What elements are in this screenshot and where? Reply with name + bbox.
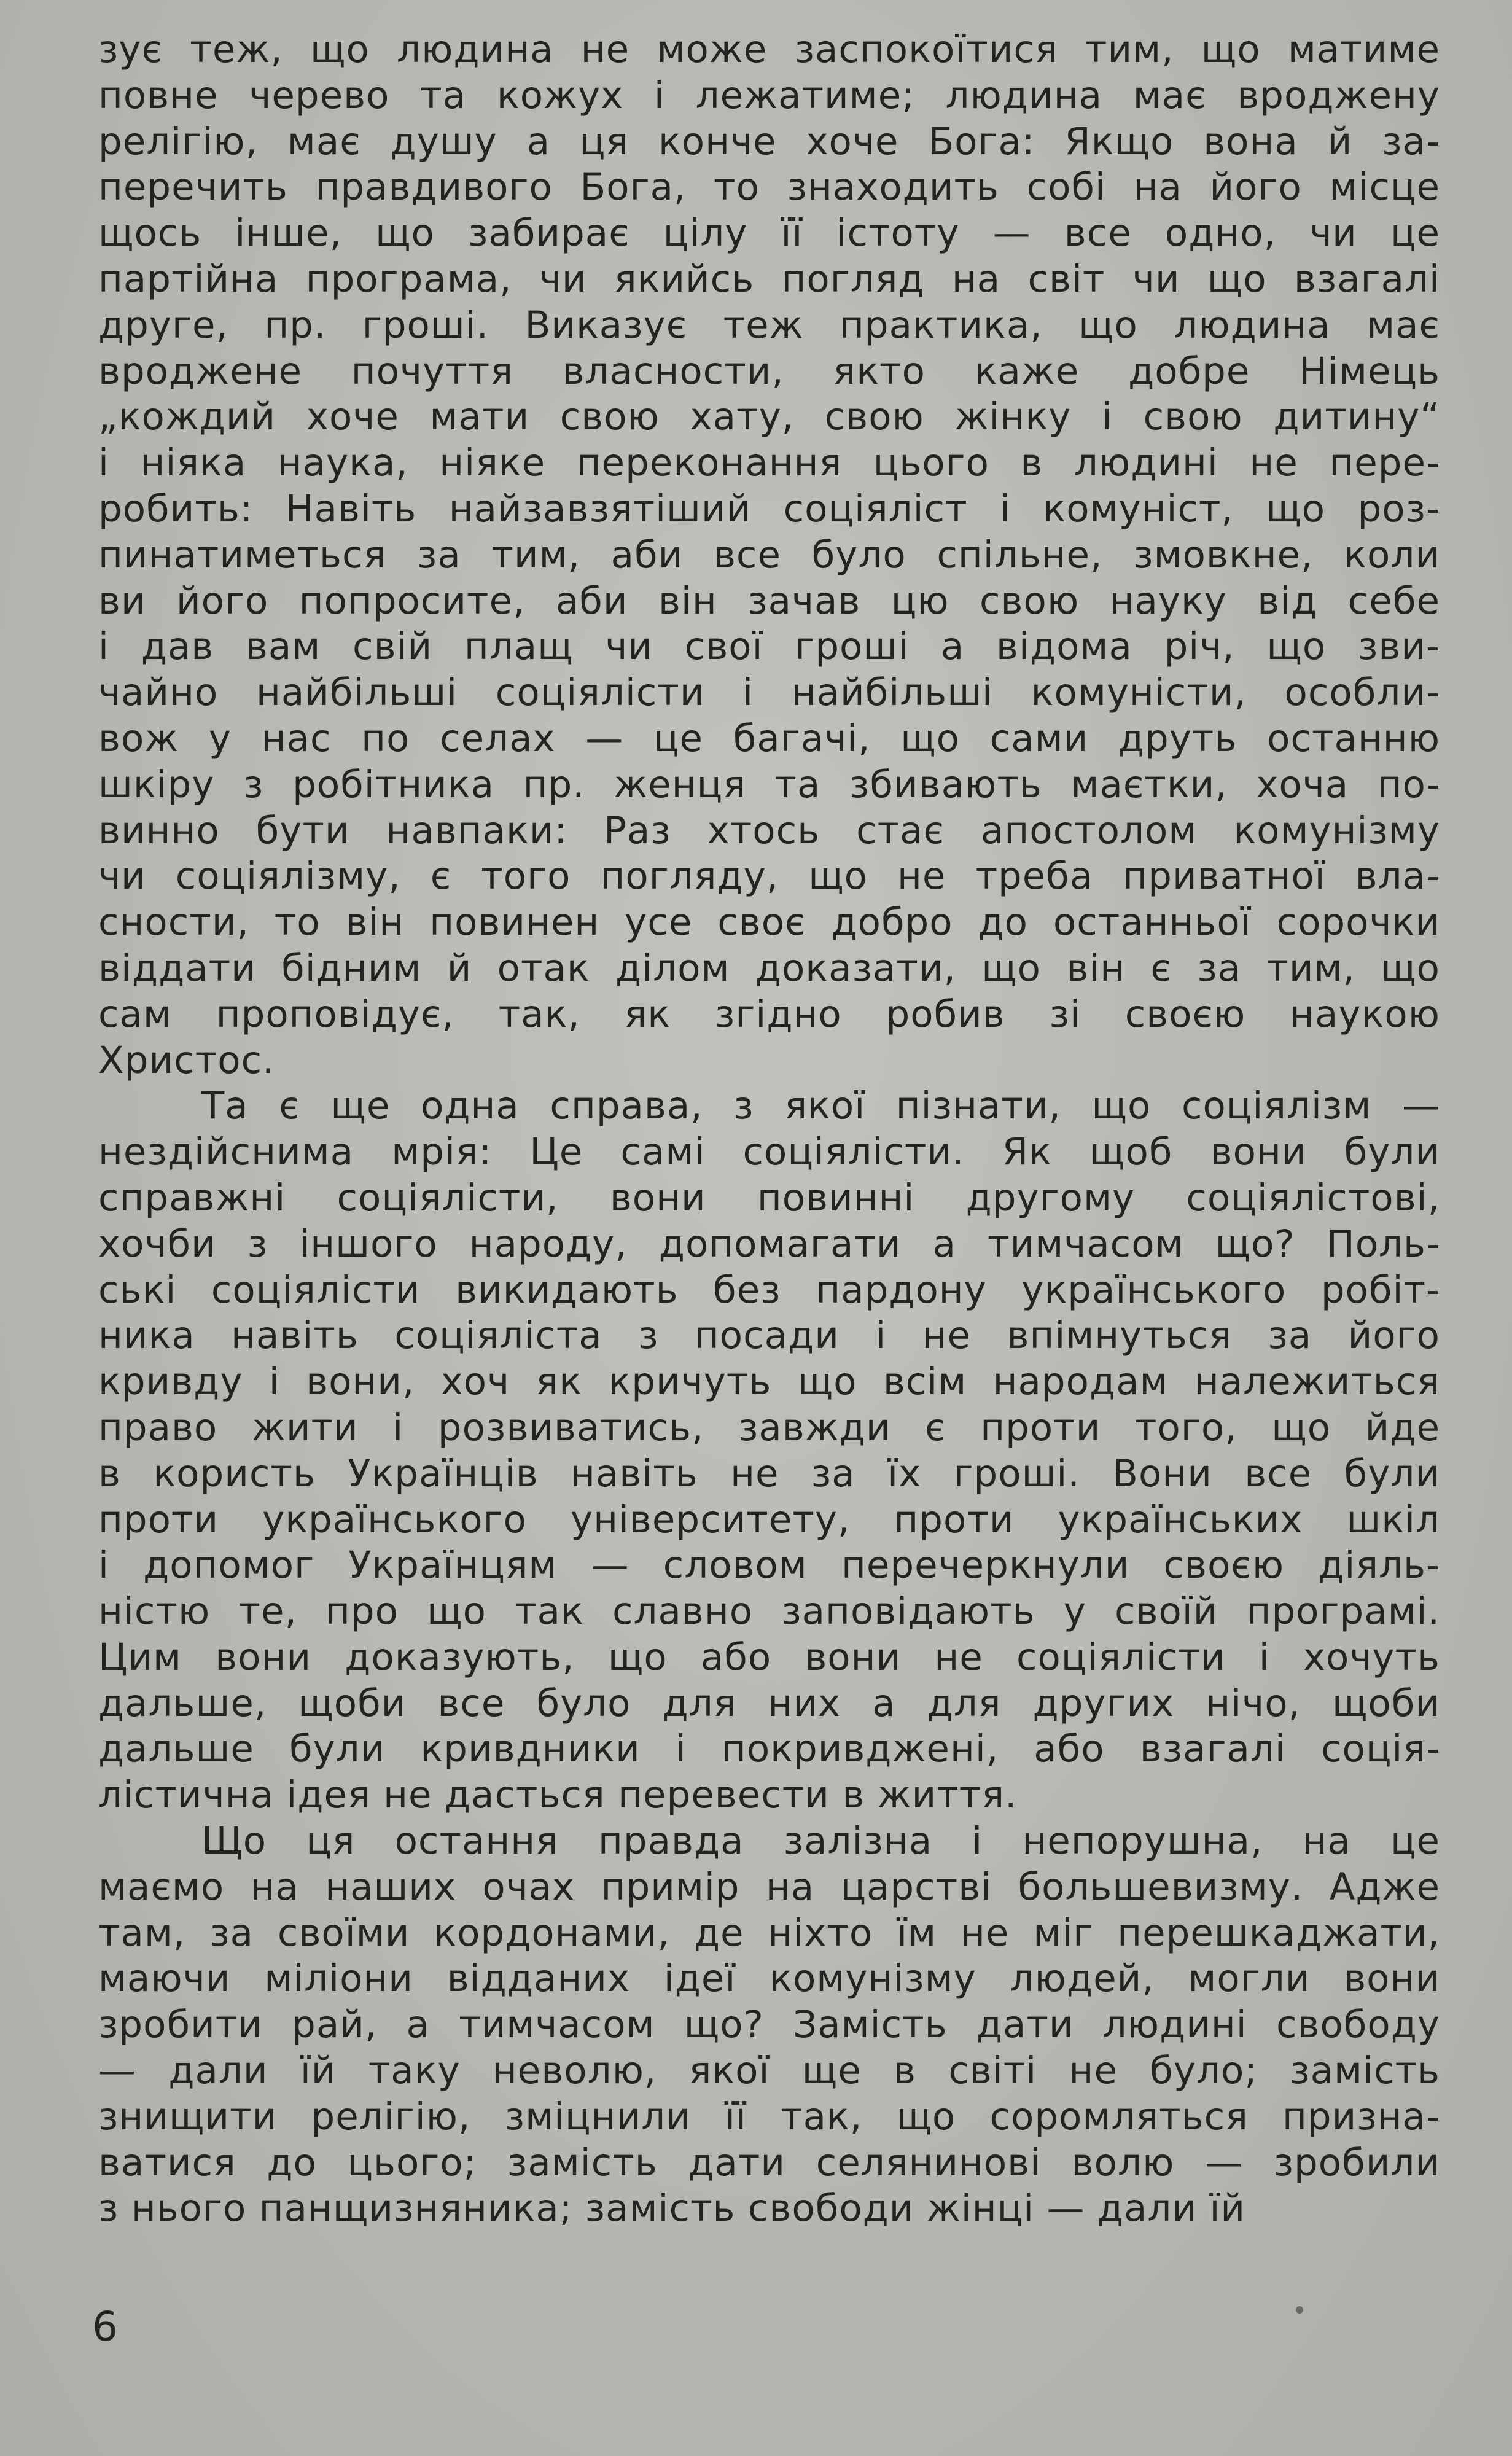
text-line: і дав вам свій плащ чи свої гроші а відома річ, що зви- — [98, 625, 1440, 669]
text-line: партійна програма, чи якийсь погляд на світ чи що взагалі — [98, 257, 1440, 301]
text-line: зробити рай, а тимчасом що? Замість дати людині свободу — [98, 2003, 1440, 2047]
page-number: 6 — [92, 2303, 118, 2350]
text-line: сам проповідує, так, як згідно робив зі своєю наукою — [98, 992, 1440, 1036]
text-line: дальше були кривдники і покривджені, або взагалі соція- — [98, 1727, 1440, 1771]
text-line: і ніяка наука, ніяке переконання цього в людині не пере- — [98, 441, 1440, 485]
text-line: кривду і вони, хоч як кричуть що всім народам належиться — [98, 1360, 1440, 1404]
text-line: винно бути навпаки: Раз хтось стає апостолом комунізму — [98, 808, 1440, 852]
body-text — [98, 27, 1440, 2232]
text-line: вроджене почуття власности, якто каже добре Німець — [98, 349, 1440, 393]
text-line: сности, то він повинен усе своє добро до останньої сорочки — [98, 900, 1440, 945]
text-line: ника навіть соціяліста з посади і не впімнуться за його — [98, 1314, 1440, 1358]
text-line: Цим вони доказують, що або вони не соціялісти і хочуть — [98, 1635, 1440, 1679]
text-line: „кождий хоче мати свою хату, свою жінку і свою дитину“ — [98, 395, 1440, 439]
text-line: шкіру з робітника пр. женця та збивають маєтки, хоча по- — [98, 762, 1440, 806]
paragraph — [98, 1819, 1440, 2232]
text-line: знищити релігію, зміцнили її так, що соромляться призна- — [98, 2094, 1440, 2138]
text-line: Та є ще одна справа, з якої пізнати, що соціялізм — — [201, 1084, 1440, 1128]
text-line: зує теж, що людина не може заспокоїтися тим, що матиме — [98, 28, 1440, 71]
text-line: в користь Українців навіть не за їх гроші. Вони все були — [98, 1451, 1440, 1495]
text-line: чайно найбільші соціялісти і найбільші комуністи, особли- — [98, 671, 1440, 715]
text-line: Що ця остання правда залізна і непорушна, на це — [201, 1819, 1440, 1863]
text-line: Христос. — [98, 1038, 275, 1082]
text-line: пинатиметься за тим, аби все було спільне, змовкне, коли — [98, 532, 1440, 577]
text-line: перечить правдивого Бога, то знаходить собі на його місце — [98, 165, 1440, 209]
text-line: друге, пр. гроші. Виказує теж практика, що людина має — [98, 303, 1440, 347]
text-line: ви його попросите, аби він зачав цю свою науку від себе — [98, 579, 1440, 623]
text-line: повне черево та кожух і лежатиме; людина має вроджену — [98, 73, 1440, 117]
text-line: щось інше, що забирає цілу її істоту — все одно, чи це — [98, 211, 1440, 255]
text-line: дальше, щоби все було для них а для других нічо, щоби — [98, 1681, 1440, 1725]
text-line: віддати бідним й отак ділом доказати, що він є за тим, що — [98, 946, 1440, 990]
text-line: релігію, має душу а ця конче хоче Бога: Якщо вона й за- — [98, 119, 1440, 163]
text-line: ські соціялісти викидають без пардону українського робіт- — [98, 1268, 1440, 1312]
text-line: ністю те, про що так славно заповідають у своїй програмі. — [98, 1589, 1440, 1634]
text-line: — дали їй таку неволю, якої ще в світі не було; замість — [98, 2049, 1440, 2093]
text-line: хочби з іншого народу, допомагати а тимчасом що? Поль- — [98, 1222, 1440, 1266]
text-line: справжні соціялісти, вони повинні другому соціялістові, — [98, 1175, 1440, 1220]
text-line: проти українського університету, проти українських шкіл — [98, 1497, 1440, 1542]
print-speck — [1296, 2306, 1303, 2314]
text-line: робить: Навіть найзавзятіший соціяліст і комуніст, що роз- — [98, 486, 1440, 531]
paragraph — [98, 27, 1440, 1083]
text-line: чи соціялізму, є того погляду, що не треба приватної вла- — [98, 854, 1440, 899]
text-line: ватися до цього; замість дати селянинові волю — зробили — [98, 2140, 1440, 2185]
text-line: з нього панщизняника; замість свободи жінці — дали їй — [98, 2186, 1246, 2231]
text-line: маємо на наших очах примір на царстві большевизму. Адже — [98, 1865, 1440, 1909]
text-line: там, за своїми кордонами, де ніхто їм не міг перешкаджати, — [98, 1911, 1440, 1955]
text-line: і допомог Українцям — словом перечеркнули своєю діяль- — [98, 1543, 1440, 1588]
text-line: право жити і розвиватись, завжди є проти того, що йде — [98, 1405, 1440, 1449]
text-line: маючи міліони відданих ідеї комунізму людей, могли вони — [98, 1957, 1440, 2001]
text-line: нездійснима мрія: Це самі соціялісти. Як щоб вони були — [98, 1130, 1440, 1174]
paragraph — [98, 1083, 1440, 1819]
text-line: вож у нас по селах — це багачі, що сами друть останню — [98, 716, 1440, 760]
text-line: лістична ідея не дасться перевести в життя. — [98, 1773, 1018, 1817]
